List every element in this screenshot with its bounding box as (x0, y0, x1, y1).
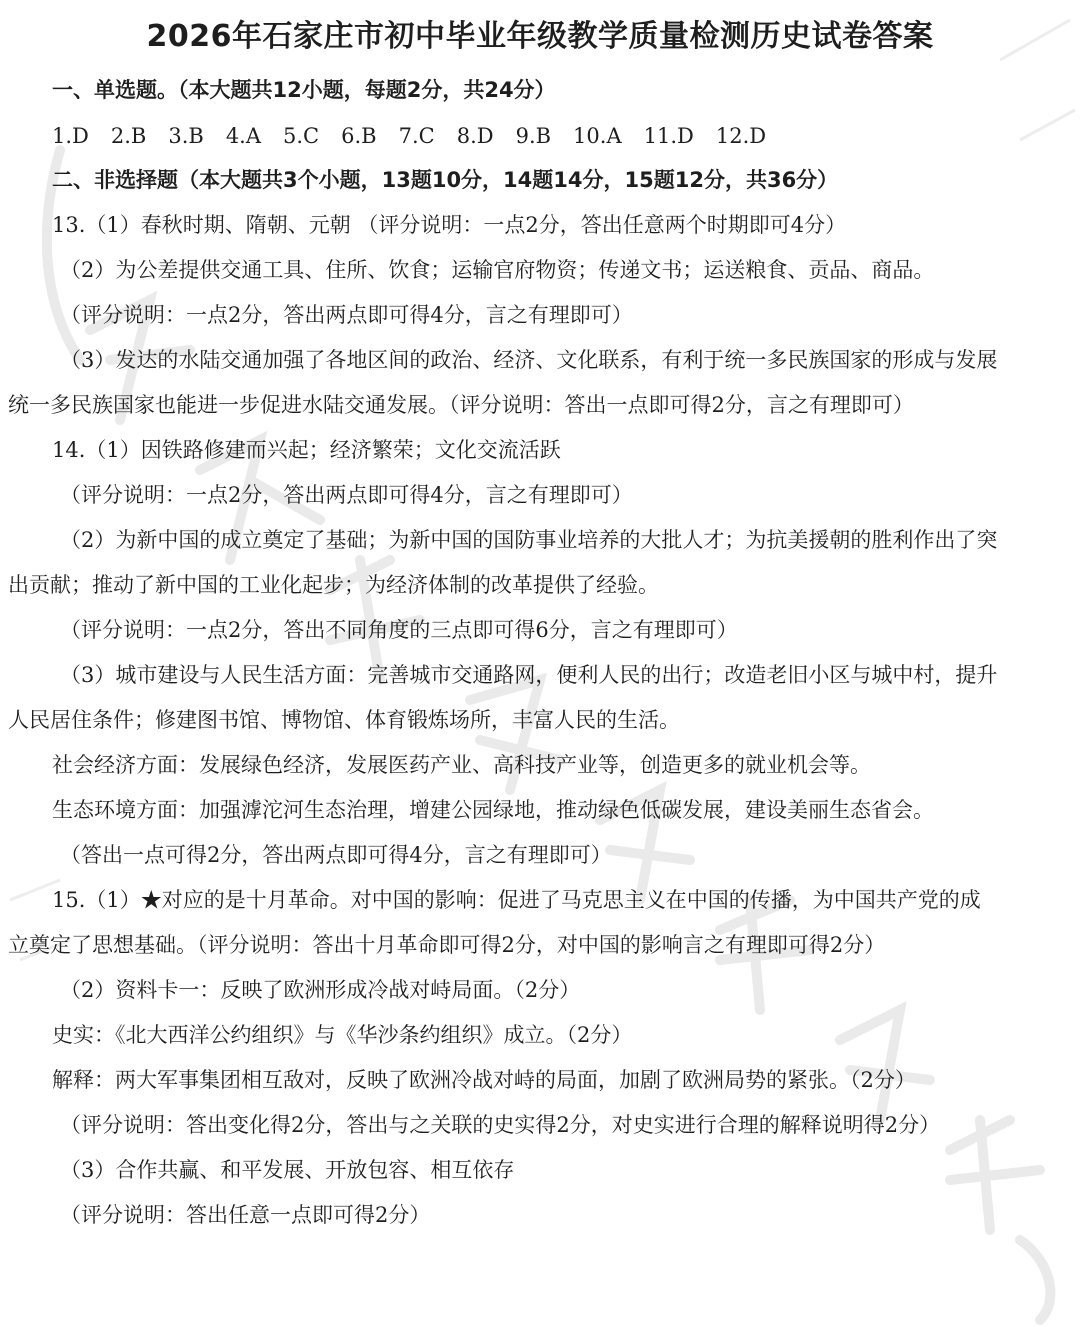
mc-answer: 2.B (110, 124, 147, 148)
q14-part3: （3）城市建设与人民生活方面：完善城市交通路网，便利人民的出行；改造老旧小区与城中村，提升 (60, 663, 998, 687)
q14-part2-scoring: （评分说明：一点2分，答出不同角度的三点即可得6分，言之有理即可） (60, 618, 738, 642)
section-1-heading: 一、单选题。（本大题共12小题，每题2分，共24分） (52, 78, 556, 102)
mc-answer: 4.A (225, 124, 262, 148)
mc-answers-row (52, 121, 788, 151)
q13-part3-cont: 统一多民族国家也能进一步促进水陆交通发展。（评分说明：答出一点即可得2分，言之有理即可） (8, 393, 914, 417)
q13-part1: 13.（1）春秋时期、隋朝、元朝 （评分说明：一点2分，答出任意两个时期即可4分） (52, 213, 847, 237)
page-title: 2026年石家庄市初中毕业年级教学质量检测历史试卷答案 (146, 19, 934, 54)
mc-answer: 6.B (341, 124, 377, 148)
q14-part3-scoring: （答出一点可得2分，答出两点即可得4分，言之有理即可） (60, 843, 612, 867)
q14-part1: 14.（1）因铁路修建而兴起；经济繁荣；文化交流活跃 (52, 438, 561, 462)
q14-part3-ecology: 生态环境方面：加强滹沱河生态治理，增建公园绿地，推动绿色低碳发展，建设美丽生态省会。 (52, 798, 934, 822)
q14-part3-cont: 人民居住条件；修建图书馆、博物馆、体育锻炼场所，丰富人民的生活。 (8, 708, 680, 732)
q14-part1-scoring: （评分说明：一点2分，答出两点即可得4分，言之有理即可） (60, 483, 633, 507)
mc-answer: 3.B (168, 124, 204, 148)
q14-part2-cont: 出贡献；推动了新中国的工业化起步；为经济体制的改革提供了经验。 (8, 573, 659, 597)
q15-part1-cont: 立奠定了思想基础。（评分说明：答出十月革命即可得2分，对中国的影响言之有理即可得2分） (8, 933, 886, 957)
q15-part3-scoring: （评分说明：答出任意一点即可得2分） (60, 1203, 431, 1227)
mc-answer: 11.D (643, 124, 694, 148)
q15-part2-fact: 史实：《北大西洋公约组织》与《华沙条约组织》成立。（2分） (52, 1023, 633, 1047)
q13-part2-scoring: （评分说明：一点2分，答出两点即可得4分，言之有理即可） (60, 303, 633, 327)
section-2-heading: 二、非选择题（本大题共3个小题，13题10分，14题14分，15题12分，共36分） (52, 168, 839, 192)
q14-part3-economy: 社会经济方面：发展绿色经济，发展医药产业、高科技产业等，创造更多的就业机会等。 (52, 753, 871, 777)
q13-part3: （3）发达的水陆交通加强了各地区间的政治、经济、文化联系，有利于统一多民族国家的形成与发展 (60, 348, 998, 372)
q15-part2-explanation: 解释：两大军事集团相互敌对，反映了欧洲冷战对峙的局面，加剧了欧洲局势的紧张。（2分） (52, 1068, 916, 1092)
mc-answer: 1.D (52, 124, 89, 148)
q15-part2: （2）资料卡一：反映了欧洲形成冷战对峙局面。（2分） (60, 978, 581, 1002)
mc-answer: 7.C (398, 124, 435, 148)
q15-part2-scoring: （评分说明：答出变化得2分，答出与之关联的史实得2分，对史实进行合理的解释说明得2分） (60, 1113, 941, 1137)
mc-answer: 9.B (515, 124, 552, 148)
mc-answer: 8.D (456, 124, 494, 148)
q14-part2: （2）为新中国的成立奠定了基础；为新中国的国防事业培养的大批人才；为抗美援朝的胜利作出了突 (60, 528, 998, 552)
mc-answer: 12.D (715, 124, 767, 148)
q13-part2: （2）为公差提供交通工具、住所、饮食；运输官府物资；传递文书；运送粮食、贡品、商品。 (60, 258, 935, 282)
q15-part3: （3）合作共赢、和平发展、开放包容、相互依存 (60, 1158, 515, 1182)
q15-part1: 15.（1）★对应的是十月革命。对中国的影响：促进了马克思主义在中国的传播，为中国共产党的成 (52, 888, 981, 912)
mc-answer: 10.A (573, 124, 622, 148)
mc-answer: 5.C (283, 124, 320, 148)
